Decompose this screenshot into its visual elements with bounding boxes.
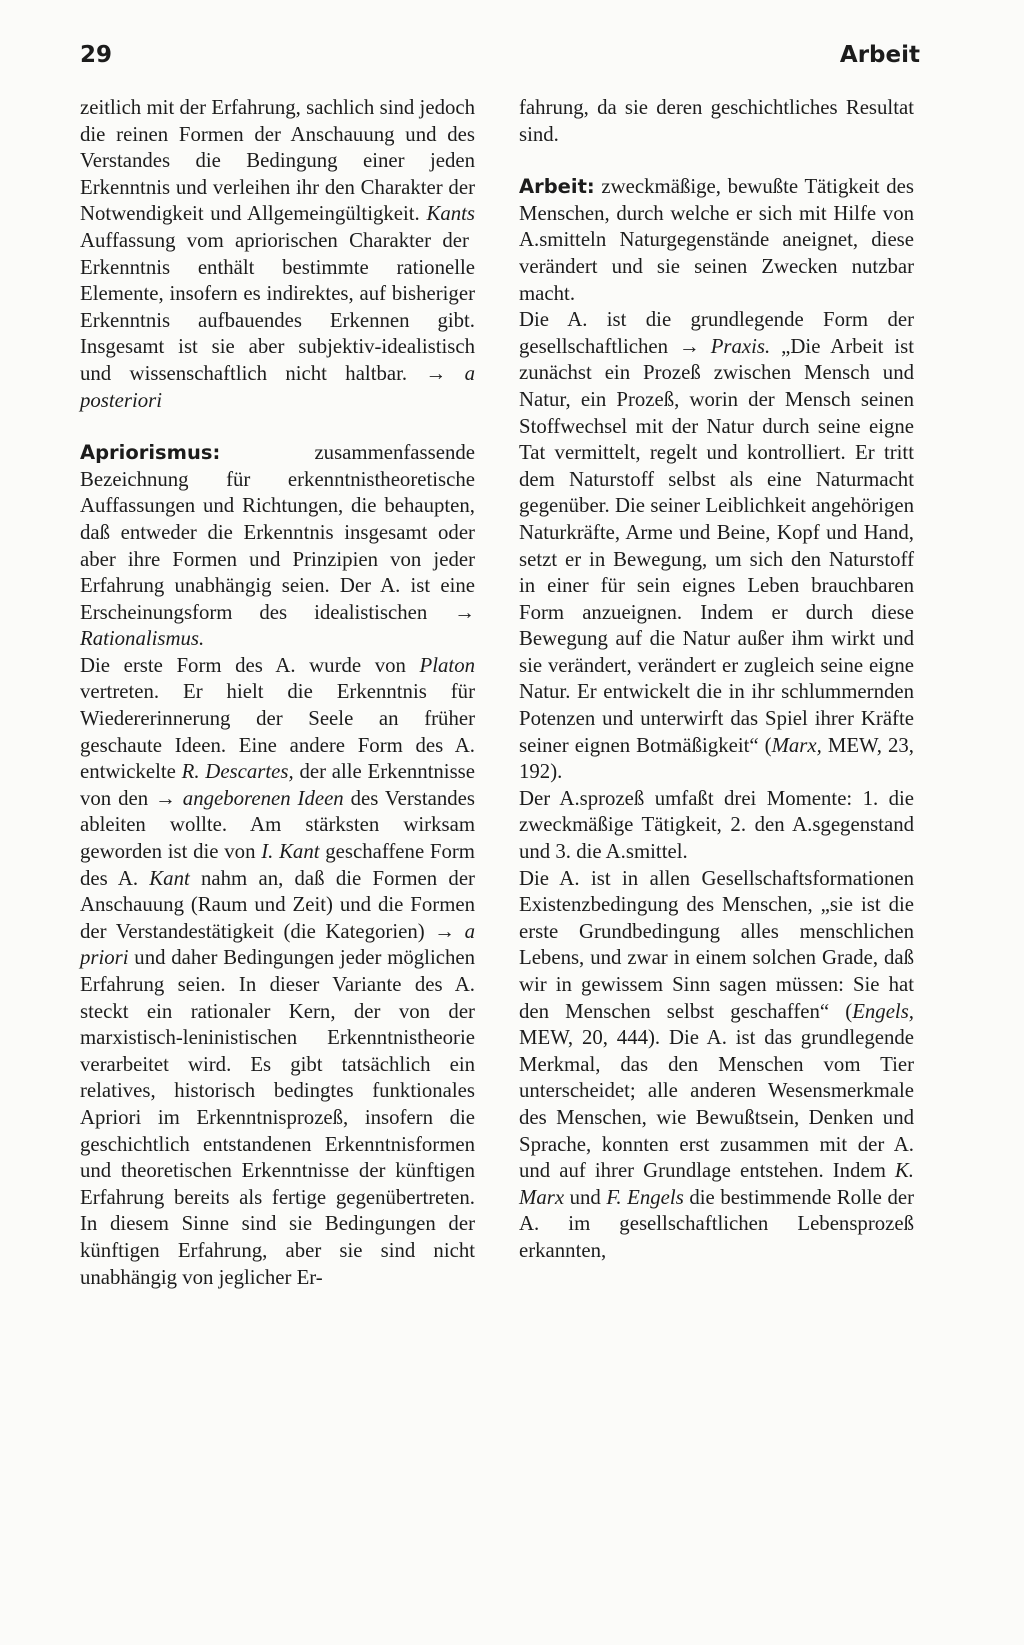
italic-text: I. Kant [261,840,320,864]
text-run: Die A. ist in allen Gesellschaftsformationen Existenzbedingung des Menschen, „sie ist die erste Grundbedingung alles menschlichen Lebens, und zwar in einem solchen Grade, daß wir in gewissem Sinn sagen müssen: Sie hat den Menschen selbst geschaffen“ ( [519,866,914,1023]
text-run: zweckmäßige, bewußte Tätigkeit des Menschen, durch welche er sich mit Hilfe von A.smitteln Naturgegenstände aneignet, diese verändert und sie seinen Zwecken nutzbar macht. [519,175,914,305]
text-run: Der A.sprozeß umfaßt drei Momente: 1. die zweckmäßige Tätigkeit, 2. den A.sgegenstand und 3. die A.smittel. [519,786,914,864]
italic-text: Praxis. [699,334,771,358]
italic-text: Marx, [771,733,822,757]
text-run: zeitlich mit der Erfahrung, sachlich sind jedoch die reinen Formen der Anschauung und des Verstandes die Bedingung einer jeden Erkenntnis und verleihen ihr den Charakter der Notwendigkeit und Allgemeingültigkeit. [80,96,475,226]
text-run: MEW, 23, 192). [519,733,915,784]
italic-text: a priori [80,919,475,970]
paragraph [519,866,914,1265]
text-run: die bestimmende Rolle der A. im gesellschaftlichen Lebensprozeß erkannten, [519,1185,914,1262]
cross-reference-arrow-icon: → [434,919,456,943]
italic-text: a posteriori [80,361,475,412]
text-run: der alle Erkenntnisse von den [80,760,475,810]
entry-text [80,441,475,650]
italic-text: Kants [426,202,475,226]
text-run: geschaffene Form des A. [80,840,475,890]
right-column [519,95,914,1265]
continuation-text [80,95,475,414]
cross-reference-arrow-icon: → [678,334,700,358]
continuation-text [519,95,914,148]
running-head: Arbeit [839,42,920,68]
italic-text: Platon [419,653,475,677]
italic-text: Kant [149,866,190,890]
text-run: „Die Arbeit ist zunächst ein Prozeß zwischen Mensch und Natur, ein Prozeß, worin der Mensch seinen Stoffwechsel mit der Natur durch seine eigne Tat vermittelt, regelt und kontrolliert. Er tritt dem Naturstoff selbst als eine Naturmacht gegenüber. Die seiner Leiblichkeit angehörigen Naturkräfte, Arme und Beine, Kopf und Hand, setzt er in Bewegung, um sich den Naturstoff in einer für sein eignes Leben brauchbaren Form anzueignen. Indem er durch diese Bewegung auf die Natur außer ihm wirkt und sie verändert, verändert er zugleich seine eigne Natur. Er entwickelt die in ihr schlummernden Potenzen und unterwirft das Spiel ihrer Kräfte seiner eignen Botmäßigkeit“ ( [519,334,914,757]
text-run: nahm an, daß die Formen der Anschauung (Raum und Zeit) und die Formen der Verstandestätigkeit (die Kategorien) [80,866,475,943]
cross-reference-arrow-icon: → [155,786,176,810]
paragraph [519,786,914,866]
text-run: Auffassung vom apriorischen Charakter der Erkenntnis enthält bestimmte rationelle Elemente, insofern es indirektes, auf bisheriger Erkenntnis aufbauendes Erkennen gibt. Insgesamt ist sie aber subjektiv-idealistisch und wissenschaftlich nicht haltbar. [80,228,475,385]
headword: Apriorismus: [80,441,221,465]
italic-text: K. Marx [519,1159,914,1209]
italic-text: Rationalismus. [80,627,205,651]
paragraph [519,307,914,786]
entry-apriorismus [80,440,475,653]
headword: Arbeit: [519,175,595,199]
italic-text: F. Engels [606,1185,684,1209]
paragraph [80,653,475,1291]
entry-arbeit [519,174,914,307]
page-number: 29 [80,42,113,68]
cross-reference-arrow-icon: → [425,361,447,385]
left-column [80,95,475,1291]
text-run: zusammenfassende Bezeichnung für erkenntnistheoretische Auffassungen und Richtungen, die behaupten, daß entweder die Erkenntnis insgesamt oder aber ihre Formen und Prinzipien von jeder Erfahrung unabhängig seien. Der A. ist eine Erscheinungsform des idealistischen [80,441,475,624]
text-run: Die A. ist die grundlegende Form der gesellschaftlichen [519,308,914,358]
italic-text: R. Descartes, [181,760,294,784]
text-run: fahrung, da sie deren geschichtliches Resultat sind. [519,96,914,146]
text-run: Die erste Form des A. wurde von [80,653,420,677]
cross-reference-arrow-icon: → [454,600,475,624]
text-run: und daher Bedingungen jeder möglichen Erfahrung seien. In dieser Variante des A. steckt ein rationaler Kern, der von der marxistisch-leninistischen Erkenntnistheorie verarbeitet wird. Es gibt tatsächlich ein relatives, historisch bedingtes funktionales Apriori im Erkenntnisprozeß, insofern die geschichtlich entstandenen Erkenntnisformen und theoretischen Erkenntnisse der künftigen Erfahrung bereits als fertige gegenübertreten. In diesem Sinne sind sie Bedingungen der künftigen Erfahrung, aber sie sind nicht unabhängig von jeglicher Er- [80,946,475,1289]
text-run: des Verstandes ableiten wollte. Am stärksten wirksam geworden ist die von [80,786,476,864]
italic-text: Engels, [852,999,914,1023]
italic-text: angeborenen Ideen [175,786,344,810]
text-run: vertreten. Er hielt die Erkenntnis für Wiedererinnerung der Seele an früher geschaute Ideen. Eine andere Form des A. entwickelte [80,680,475,784]
text-run: und [564,1185,607,1209]
text-run: MEW, 20, 444). Die A. ist das grundlegende Merkmal, das den Menschen vom Tier unterscheidet; alle anderen Wesensmerkmale des Menschen, wie Bewußtsein, Denken und Sprache, konnten erst zusammen mit der A. und auf ihrer Grundlage entstehen. Indem [519,1026,914,1183]
